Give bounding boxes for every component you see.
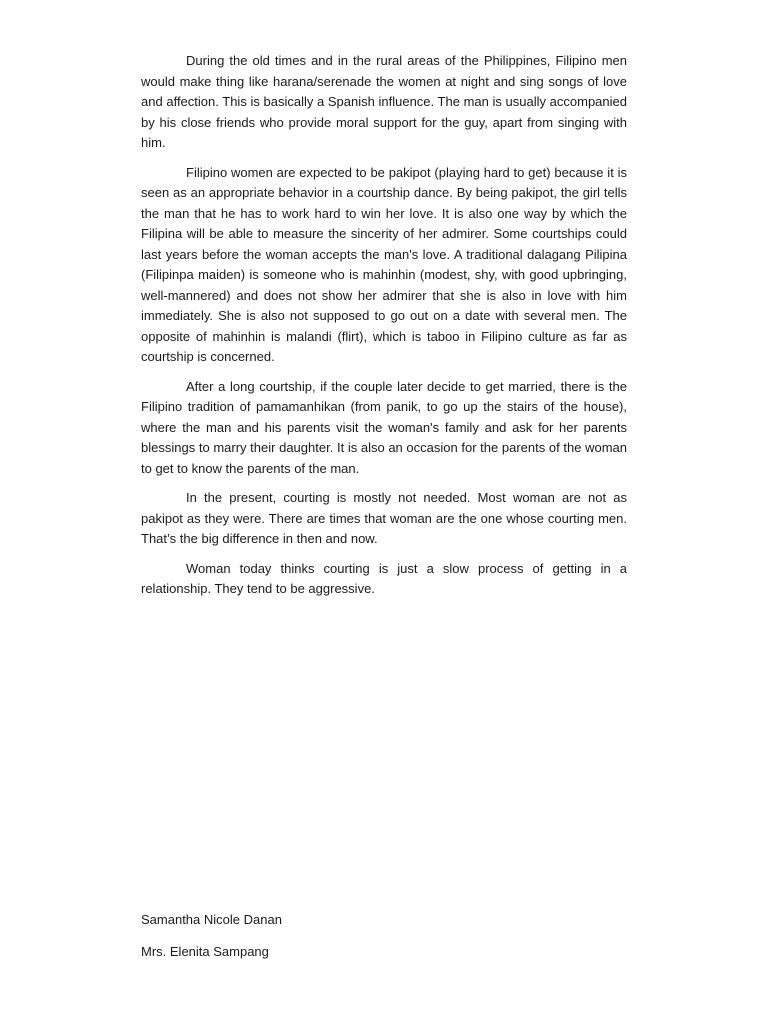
- paragraph-present: In the present, courting is mostly not needed. Most woman are not as pakipot as they were. There are times that woman are the one whose courting men. That’s the big difference in then and now.: [141, 490, 627, 546]
- paragraph-today: Woman today thinks courting is just a slow process of getting in a relationship. They tend to be aggressive.: [141, 560, 627, 596]
- teacher-name: Mrs. Elenita Sampang: [141, 943, 269, 959]
- paragraph-harana: During the old times and in the rural areas of the Philippines, Filipino men would make thing like harana/serenade the women at night and sing songs of love and affection. This is basically a Spanish influence. The man is usually accompanied by his close friends who provide moral support for the guy, apart from singing with him.: [141, 53, 627, 150]
- signature-block: [141, 910, 627, 973]
- paragraph-pakipot: Filipino women are expected to be pakipot (playing hard to get) because it is seen as an appropriate behavior in a courtship dance. By being pakipot, the girl tells the man that he has to work hard to win her love. It is also one way by which the Filipina will be able to measure the sincerity of her admirer. Some courtships could last years before the woman accepts the man's love. A traditional dalagang Pilipina (Filipinpa maiden) is someone who is mahinhin (modest, shy, with good upbringing, well-mannered) and does not show her admirer that she is also in love with him immediately. She is also not supposed to go out on a date with several men. The opposite of mahinhin is malandi (flirt), which is taboo in Filipino culture as far as courtship is concerned.: [141, 164, 627, 364]
- paragraph-pamamanhikan: After a long courtship, if the couple later decide to get married, there is the Filipino tradition of pamamanhikan (from panik, to go up the stairs of the house), where the man and his parents visit the woman's family and ask for her parents blessings to marry their daughter. It is also an occasion for the parents of the woman to get to know the parents of the man.: [141, 378, 627, 476]
- essay-body: [141, 51, 627, 609]
- author-name: Samantha Nicole Danan: [141, 912, 282, 927]
